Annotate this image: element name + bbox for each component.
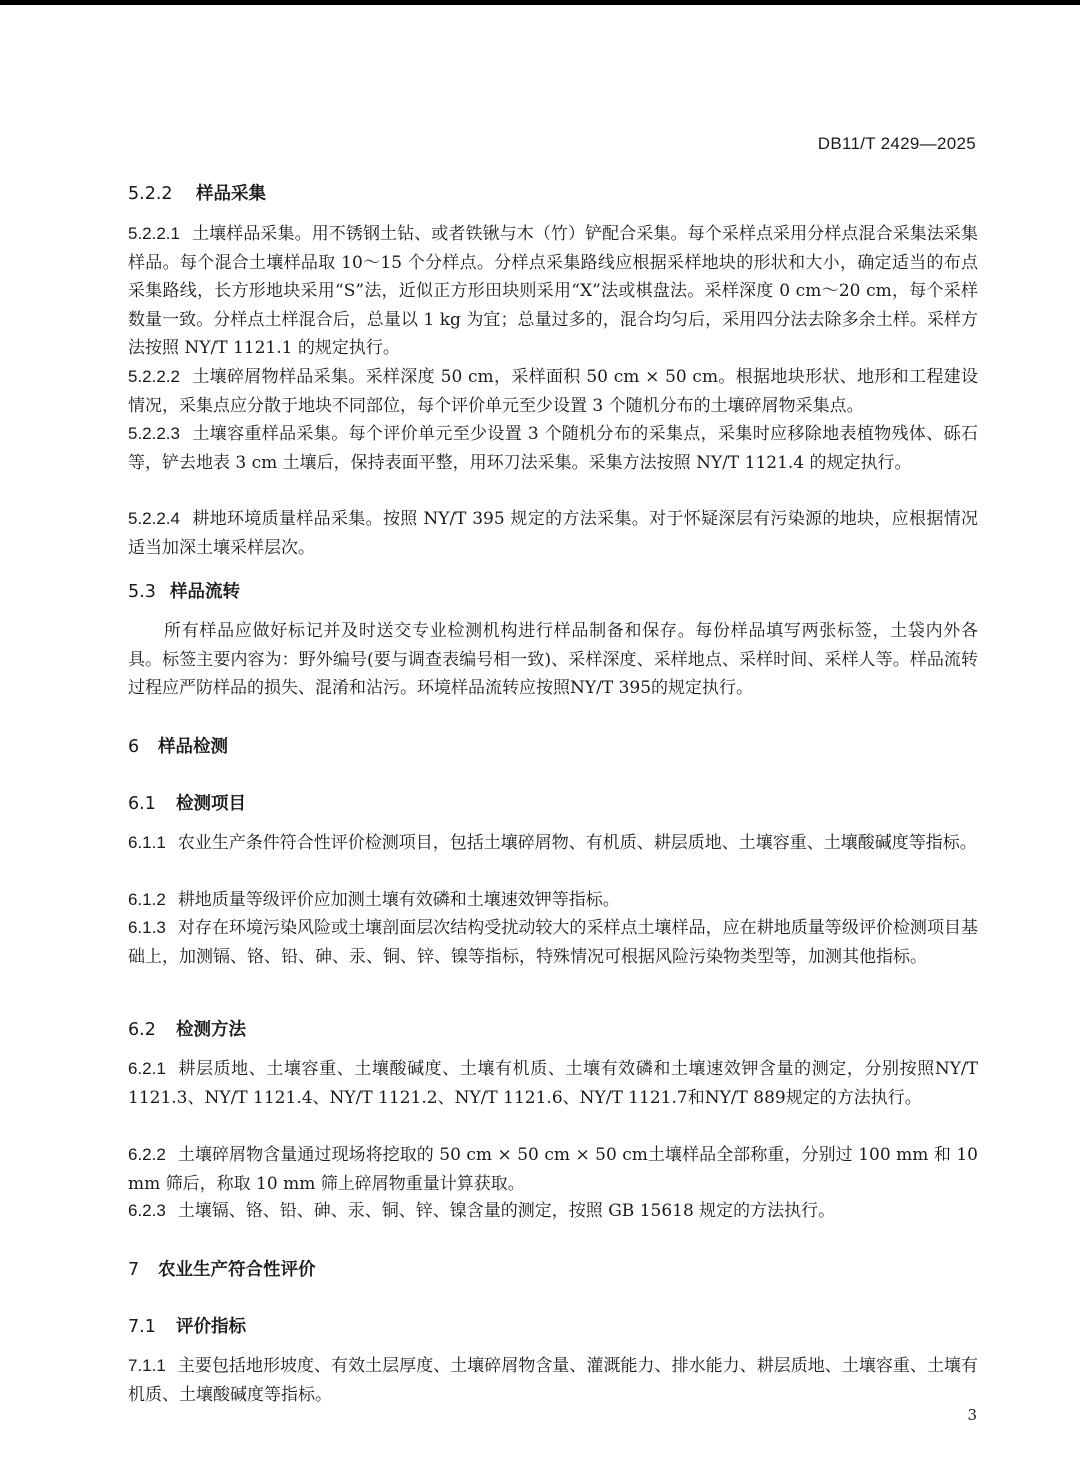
heading-number: 5.2.2 (128, 184, 173, 204)
heading-6 (128, 733, 228, 758)
clause-text: 对存在环境污染风险或土壤剖面层次结构受扰动较大的采样点土壤样品，应在耕地质量等级评价检测项目基础上，加测镉、铬、铅、砷、汞、铜、锌、镍等指标，特殊情况可根据风险污染物类型等，加测其他指标。 (128, 918, 978, 967)
heading-number: 7 (128, 1260, 140, 1280)
clause-text: 所有样品应做好标记并及时送交专业检测机构进行样品制备和保存。每份样品填写两张标签，土袋内外各具。标签主要内容为：野外编号(要与调查表编号相一致)、采样深度、采样地点、采样时间、采样人等。样品流转过程应严防样品的损失、混淆和沾污。环境样品流转应按照NY/T 395的规定执行。 (128, 621, 978, 698)
heading-title: 检测方法 (176, 1020, 246, 1040)
heading-number: 6.2 (128, 1020, 156, 1040)
clause-text: 耕地质量等级评价应加测土壤有效磷和土壤速效钾等指标。 (177, 890, 620, 910)
heading-7 (128, 1256, 316, 1281)
paragraph-5-2-2-1 (128, 220, 978, 363)
heading-number: 5.3 (128, 582, 156, 602)
clause-text: 主要包括地形坡度、有效土层厚度、土壤碎屑物含量、灌溉能力、排水能力、耕层质地、土壤容重、土壤有机质、土壤酸碱度等指标。 (128, 1356, 978, 1405)
clause-number: 5.2.2.3 (128, 424, 180, 443)
clause-number: 6.2.2 (128, 1145, 166, 1164)
heading-title: 检测项目 (176, 794, 246, 814)
clause-text: 土壤镉、铬、铅、砷、汞、铜、锌、镍含量的测定，按照 GB 15618 规定的方法执行。 (177, 1201, 836, 1221)
document-code: DB11/T 2429—2025 (817, 134, 976, 153)
paragraph-5-2-2-4 (128, 505, 978, 562)
paragraph-5-2-2-2 (128, 363, 978, 420)
clause-number: 6.1.1 (128, 833, 166, 852)
clause-text: 农业生产条件符合性评价检测项目，包括土壤碎屑物、有机质、耕层质地、土壤容重、土壤酸碱度等指标。 (177, 833, 977, 853)
paragraph-6-1-1 (128, 829, 978, 858)
heading-title: 样品检测 (158, 737, 228, 757)
paragraph-6-2-2 (128, 1141, 978, 1198)
paragraph-5-3 (128, 617, 978, 703)
heading-6-1 (128, 790, 246, 815)
top-border (0, 0, 1080, 5)
clause-text: 耕地环境质量样品采集。按照 NY/T 395 规定的方法采集。对于怀疑深层有污染源的地块，应根据情况适当加深土壤采样层次。 (128, 509, 978, 558)
clause-number: 5.2.2.2 (128, 367, 180, 386)
clause-text: 土壤容重样品采集。每个评价单元至少设置 3 个随机分布的采集点，采集时应移除地表植物残体、砾石等，铲去地表 3 cm 土壤后，保持表面平整，用环刀法采集。采集方法按照 NY/T 1121.4 的规定执行。 (128, 424, 978, 473)
clause-number: 6.1.2 (128, 890, 166, 909)
heading-number: 7.1 (128, 1317, 156, 1337)
clause-number: 6.1.3 (128, 918, 166, 937)
heading-number: 6.1 (128, 794, 156, 814)
clause-text: 土壤样品采集。用不锈钢土钻、或者铁锹与木（竹）铲配合采集。每个采样点采用分样点混合采集法采集样品。每个混合土壤样品取 10～15 个分样点。分样点采集路线应根据采样地块的形状和大小，确定适当的布点采集路线，长方形地块采用“S”法，近似正方形田块则采用“X”法或棋盘法。采样深度 0 cm～20 cm，每个采样数量一致。分样点土样混合后，总量以 1 kg 为宜；总量过多的，混合均匀后，采用四分法去除多余土样。采样方法按照 NY/T 1121.1 的规定执行。 (128, 224, 978, 358)
heading-title: 农业生产符合性评价 (158, 1260, 316, 1280)
heading-title: 样品流转 (170, 582, 240, 602)
paragraph-6-2-1 (128, 1055, 978, 1112)
heading-number: 6 (128, 737, 140, 757)
page-number: 3 (967, 1406, 977, 1424)
heading-6-2 (128, 1016, 246, 1041)
heading-title: 评价指标 (176, 1317, 246, 1337)
clause-number: 6.2.3 (128, 1201, 166, 1220)
paragraph-6-1-3 (128, 914, 978, 971)
heading-title: 样品采集 (196, 184, 266, 204)
clause-number: 5.2.2.4 (128, 509, 180, 528)
clause-number: 6.2.1 (128, 1059, 166, 1078)
clause-number: 5.2.2.1 (128, 224, 180, 243)
paragraph-6-1-2 (128, 886, 978, 915)
clause-number: 7.1.1 (128, 1356, 166, 1375)
clause-text: 土壤碎屑物样品采集。采样深度 50 cm，采样面积 50 cm × 50 cm。根据地块形状、地形和工程建设情况，采集点应分散于地块不同部位，每个评价单元至少设置 3 个随机分布的土壤碎屑物采集点。 (128, 367, 978, 416)
heading-7-1 (128, 1313, 246, 1338)
clause-text: 耕层质地、土壤容重、土壤酸碱度、土壤有机质、土壤有效磷和土壤速效钾含量的测定，分别按照NY/T 1121.3、NY/T 1121.4、NY/T 1121.2、NY/T 1121.6、NY/T 1121.7和NY/T 889规定的方法执行。 (128, 1059, 978, 1108)
paragraph-5-2-2-3 (128, 420, 978, 477)
paragraph-6-2-3 (128, 1197, 978, 1226)
clause-text: 土壤碎屑物含量通过现场将挖取的 50 cm × 50 cm × 50 cm土壤样品全部称重，分别过 100 mm 和 10 mm 筛后，称取 10 mm 筛上碎屑物重量计算获取。 (128, 1145, 978, 1194)
paragraph-7-1-1 (128, 1352, 978, 1409)
heading-5-2-2 (128, 180, 266, 205)
heading-5-3 (128, 578, 240, 603)
